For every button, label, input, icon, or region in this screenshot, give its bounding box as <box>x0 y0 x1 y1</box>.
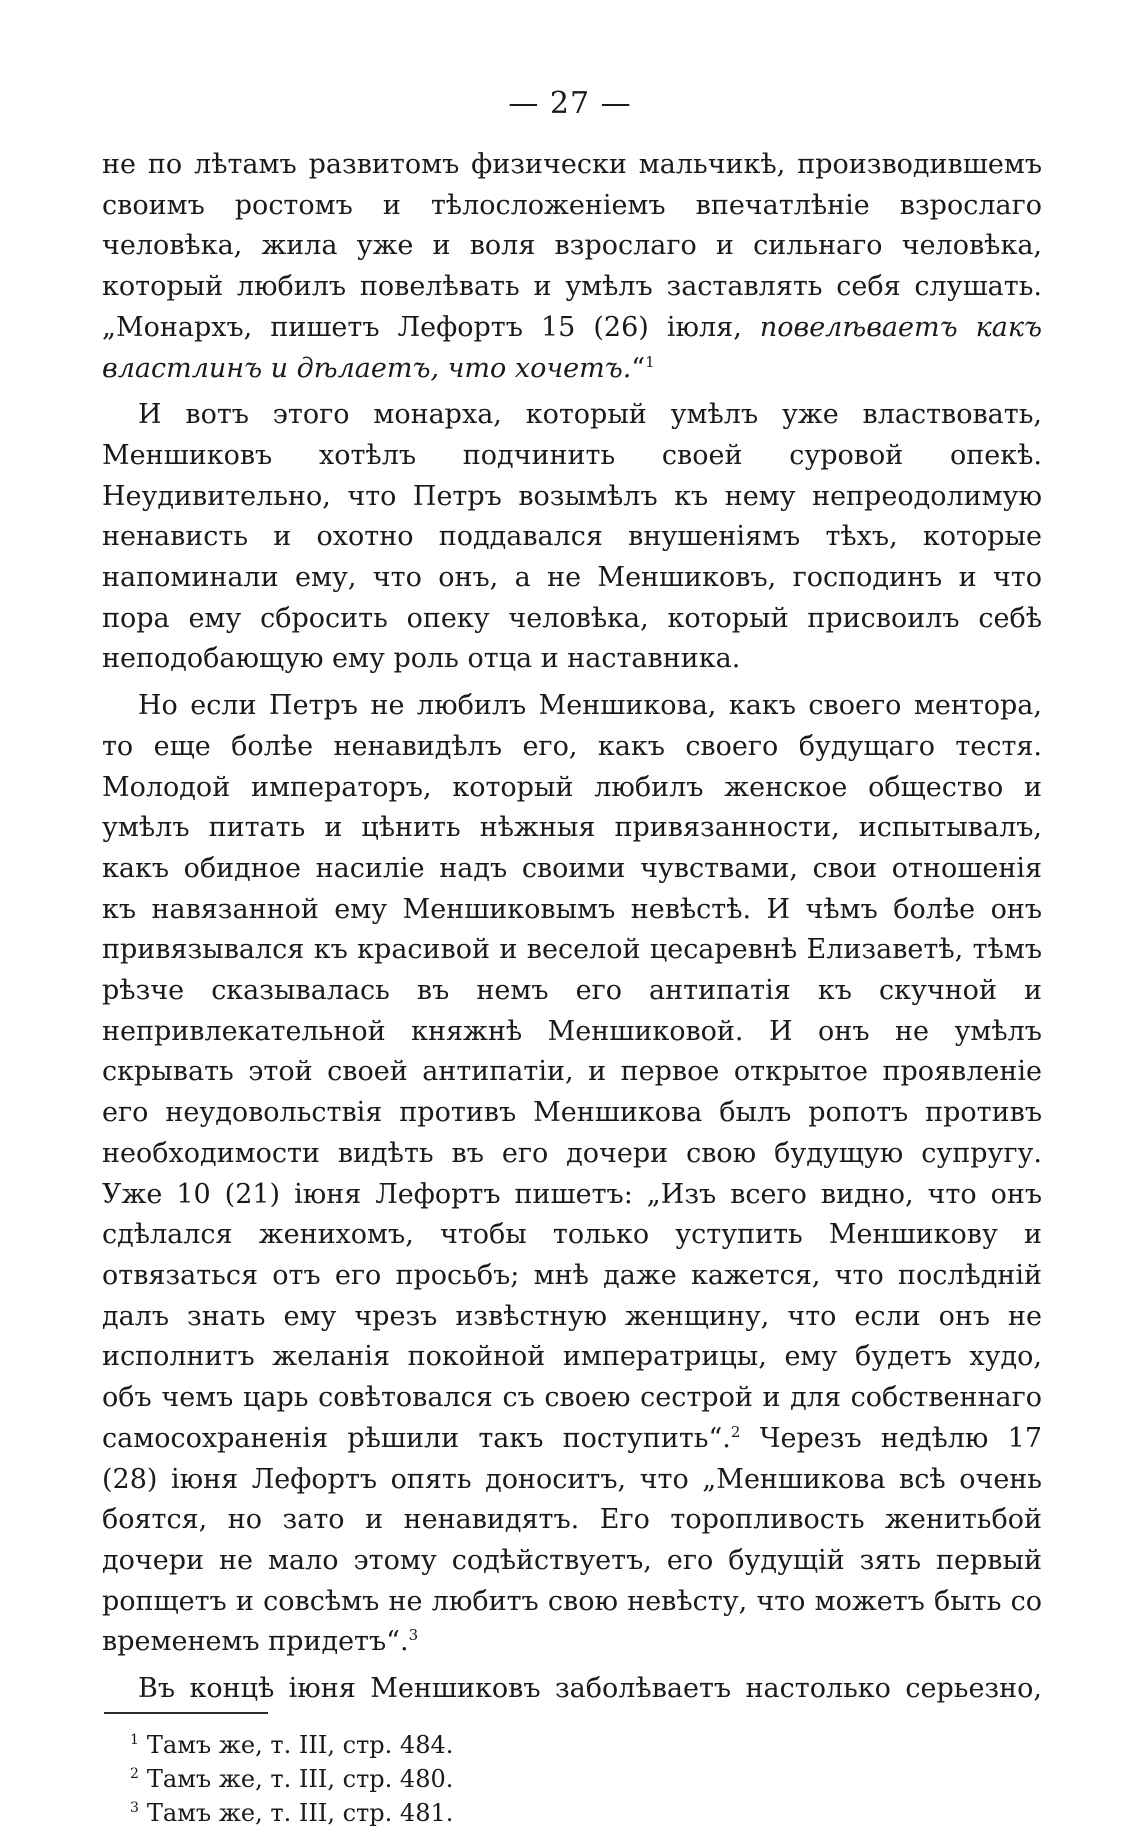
paragraph-3-text-b: Черезъ недѣлю 17 (28) іюня Лефортъ опять доноситъ, что „Меншикова всѣ очень боятся, но зато и ненавидятъ. Его торопливость женитьбой дочери не мало этому содѣйствуетъ, его будущій зять первый ропщетъ и совсѣмъ не любитъ свою невѣсту, что можетъ быть со временемъ придетъ“. <box>102 1422 1042 1658</box>
footnote-2-mark: 2 <box>130 1766 139 1782</box>
page-number-header: — 27 — <box>508 86 632 121</box>
paragraph-2-text: И вотъ этого монарха, который умѣлъ уже властвовать, Меншиковъ хотѣлъ подчинить своей суровой опекѣ. Неудивительно, что Петръ возымѣлъ къ нему непреодолимую ненависть и охотно поддавался внушеніямъ тѣхъ, которые напоминали ему, что онъ, а не Меншиковъ, господинъ и что пора ему сбросить опеку человѣка, который присвоилъ себѣ неподобающую ему роль отца и наставника. <box>102 399 1042 675</box>
paragraph-1-text: не по лѣтамъ развитомъ физически мальчикѣ, производившемъ своимъ ростомъ и тѣлосложеніемъ впечатлѣніе взрослаго человѣка, жила уже и воля взрослаго и сильнаго человѣка, который любилъ повелѣвать и умѣлъ заставлять себя слушать. „Монархъ, пишетъ Лефортъ 15 (26) іюля, <box>102 149 1042 343</box>
footnote-1-text: Тамъ же, т. III, стр. 484. <box>146 1731 454 1759</box>
paragraph-2 <box>102 395 1042 680</box>
footnotes <box>130 1728 830 1830</box>
footnote-1 <box>130 1728 830 1762</box>
paragraph-3 <box>102 686 1042 1663</box>
footnote-divider <box>104 1712 268 1714</box>
footnote-3-mark: 3 <box>130 1800 139 1816</box>
footnote-ref-3: 3 <box>408 1626 419 1645</box>
footnote-1-mark: 1 <box>130 1732 139 1748</box>
main-text <box>102 145 1042 1710</box>
paragraph-1-quote-italic: повелѣваетъ какъ властлинъ и дѣлаетъ, что хочетъ. <box>102 311 1042 384</box>
paragraph-3-text-a: Но если Петръ не любилъ Меншикова, какъ своего ментора, то еще болѣе ненавидѣлъ его, какъ своего будущаго тестя. Молодой императоръ, который любилъ женское общество и умѣлъ питать и цѣнить нѣжныя привязанности, испытывалъ, какъ обидное насиліе надъ своими чувствами, свои отношенія къ навязанной ему Меншиковымъ невѣстѣ. И чѣмъ болѣе онъ привязывался къ красивой и веселой цесаревнѣ Елизаветѣ, тѣмъ рѣзче сказывалась въ немъ его антипатія къ скучной и непривлекательной княжнѣ Меншиковой. И онъ не умѣлъ скрывать этой своей антипатіи, и первое открытое проявленіе его неудовольствія противъ Меншикова былъ ропотъ противъ необходимости видѣть въ его дочери свою будущую супругу. Уже 10 (21) іюня Лефортъ пишетъ: „Изъ всего видно, что онъ сдѣлался женихомъ, чтобы только уступить Меншикову и отвязаться отъ его просьбъ; мнѣ даже кажется, что послѣдній далъ знать ему чрезъ извѣстную женщину, что если онъ не исполнитъ желанія покойной императрицы, ему будетъ худо, объ чемъ царь совѣтовался съ своею сестрой и для собственнаго самосохраненія рѣшили такъ поступить“. <box>102 690 1042 1454</box>
footnote-ref-1: 1 <box>645 352 655 371</box>
footnote-ref-2: 2 <box>730 1422 741 1441</box>
paragraph-4-text: Въ концѣ іюня Меншиковъ заболѣваетъ настолько серьезно, <box>138 1673 1042 1705</box>
paragraph-1 <box>102 145 1042 389</box>
footnote-3 <box>130 1796 830 1830</box>
paragraph-1-quote-close: “ <box>631 352 646 384</box>
paragraph-4 <box>102 1669 1042 1710</box>
footnote-3-text: Тамъ же, т. III, стр. 481. <box>146 1799 454 1827</box>
footnote-2 <box>130 1762 830 1796</box>
footnote-2-text: Тамъ же, т. III, стр. 480. <box>146 1765 454 1793</box>
